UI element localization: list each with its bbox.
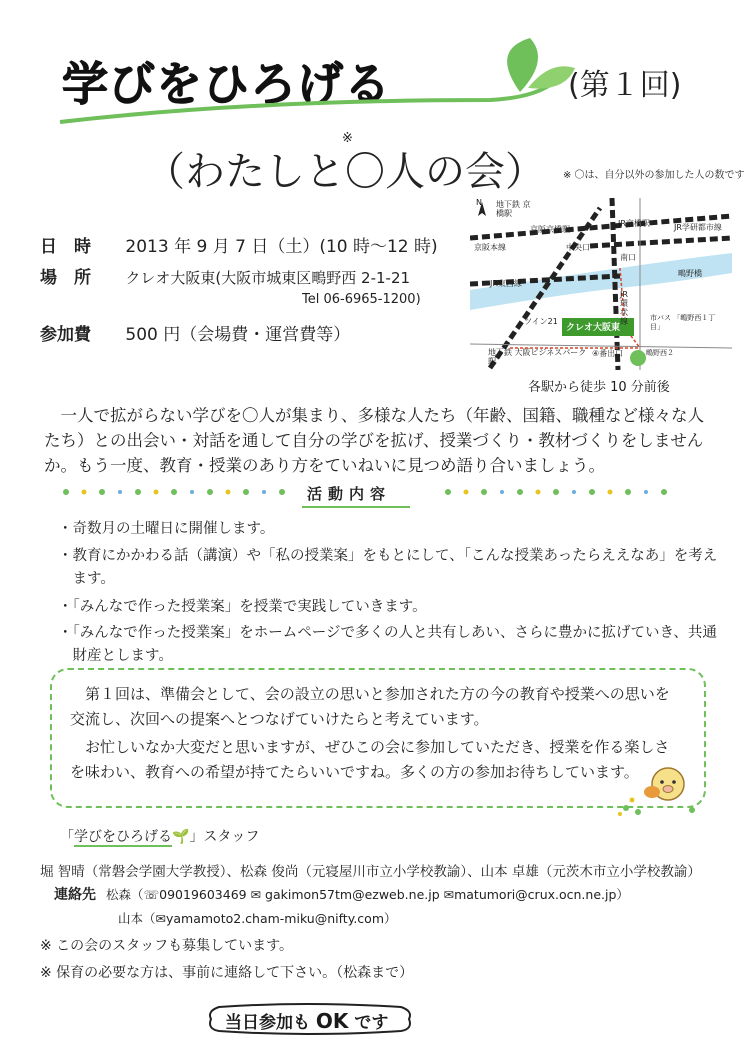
- contact-matsumori: 松森（☏09019603469 ✉ gakimon57tm@ezweb.ne.jp ✉matumori@crux.ocn.ne.jp）: [106, 887, 629, 902]
- activity-item: ・教育にかかわる話（講演）や「私の授業案」をもとにして、「こんな授業あったらええなあ」を考えます。: [58, 548, 718, 587]
- map-twin21: ツイン21: [524, 317, 558, 326]
- sprout-icon: [50, 30, 580, 130]
- date-value: 2013 年 9 月 7 日（土）(10 時～12 時): [125, 237, 438, 257]
- map-south-exit: 南口: [620, 253, 636, 262]
- subtitle: （わたしと〇人の会）: [145, 149, 545, 195]
- map-tozai-line: JR東西線: [490, 279, 522, 288]
- map-exit4: ④番出口: [592, 349, 624, 358]
- leaf-icon: 🌱: [172, 829, 190, 845]
- place-value: クレオ大阪東(大阪市城東区鴫野西 2-1-21: [125, 269, 411, 287]
- piglet-illustration-icon: [612, 760, 702, 820]
- place-label: 場 所: [40, 268, 91, 288]
- map-gakken-line: JR学研都市線: [674, 223, 722, 232]
- map-jr-station: JR京橋駅: [618, 219, 650, 228]
- subtitle-note: ※ 〇は、自分以外の参加した人の数です: [563, 170, 745, 181]
- staff-recruit-note: ※ この会のスタッフも募集しています。: [40, 938, 294, 954]
- map-keihan-line: 京阪本線: [474, 243, 506, 252]
- walk-in-banner-text: [225, 1008, 388, 1033]
- staff-heading-name: 学びをひろげる: [74, 829, 172, 845]
- map-loop-line: JR環状線: [620, 290, 628, 326]
- activity-item: ・「みんなで作った授業案」をホームページで多くの人と共有しあい、さらに豊かに拡げていき、共通財産とします。: [58, 625, 717, 664]
- page-title: 学びをひろげる: [62, 57, 391, 111]
- staff-members: 堀 智晴（常磐会学園大学教授）、松森 俊尚（元寝屋川市立小学校教諭）、山本 卓雄（元茨木市立小学校教諭）: [40, 864, 701, 880]
- access-map: [470, 198, 732, 370]
- contact-row: [54, 884, 629, 904]
- clover-divider-left-icon: [58, 484, 298, 500]
- session-number: (第１回): [568, 68, 682, 103]
- banner-text-a: 当日参加も: [225, 1013, 316, 1033]
- fee-label: 参加費: [40, 325, 91, 345]
- map-shigino-bridge: 鴫野橋: [678, 269, 702, 278]
- map-bp-station: 地下鉄 大阪ビジネスパーク駅: [488, 348, 587, 366]
- map-venue: クレオ大阪東: [566, 323, 621, 333]
- message-paragraph-2: お忙しいなか大変だと思いますが、ぜひこの会に参加していただき、授業を作る楽しさを味わい、教育への希望が持てたらいいですね。多くの方の参加お待ちしています。: [70, 738, 670, 781]
- childcare-note: ※ 保育の必要な方は、事前に連絡して下さい。（松森まで）: [40, 965, 414, 981]
- message-paragraph-1: 第１回は、準備会として、会の設立の思いと参加された方の今の教育や授業への思いを交流し、次回への提案へとつなげていけたらと考えています。: [70, 685, 670, 728]
- map-keihan-station: 京阪京橋駅: [530, 225, 570, 234]
- clover-divider-right-icon: [440, 484, 680, 500]
- contact-label: 連絡先: [54, 887, 96, 903]
- subtitle-mark: ※: [342, 131, 353, 146]
- map-bus-stop: 市バス 「鴫野西１丁目」: [650, 314, 716, 331]
- date-label: 日 時: [40, 237, 91, 257]
- map-central-exit: 中央口: [566, 243, 590, 252]
- map-shigino2: 鴫野西２: [646, 349, 674, 357]
- fee-value: 500 円（会場費・運営費等）: [125, 325, 351, 345]
- place-row: [40, 263, 410, 288]
- fee-row: [40, 320, 350, 345]
- activity-item: ・奇数月の土曜日に開催します。: [58, 521, 275, 537]
- intro-paragraph: 一人で拡がらない学びを〇人が集まり、多様な人たち（年齢、国籍、職種など様々な人たち）との出会い・対話を通して自分の学びを拡げ、授業づくり・教材づくりをしませんか。もう一度、教育・授業のあり方をていねいに見つめ語り合いましょう。: [44, 406, 704, 475]
- staff-heading: [60, 826, 259, 846]
- map-caption: 各駅から徒歩 10 分前後: [528, 380, 670, 395]
- banner-text-ok: OK: [315, 1009, 349, 1033]
- activities-title: 活動内容: [307, 485, 392, 503]
- staff-heading-open: 「: [60, 829, 74, 845]
- banner-text-c: です: [348, 1013, 389, 1033]
- date-row: [40, 232, 438, 257]
- map-north: N: [476, 198, 482, 207]
- activity-item: ・「みんなで作った授業案」を授業で実践していきます。: [58, 599, 427, 615]
- contact-yamamoto: 山本（✉yamamoto2.cham-miku@nifty.com）: [118, 911, 397, 926]
- staff-heading-close: 」スタッフ: [189, 829, 260, 845]
- activities-underline: [302, 506, 410, 508]
- tel: Tel 06-6965-1200): [302, 292, 421, 307]
- map-subway-kyobashi: 地下鉄 京橋駅: [496, 200, 531, 218]
